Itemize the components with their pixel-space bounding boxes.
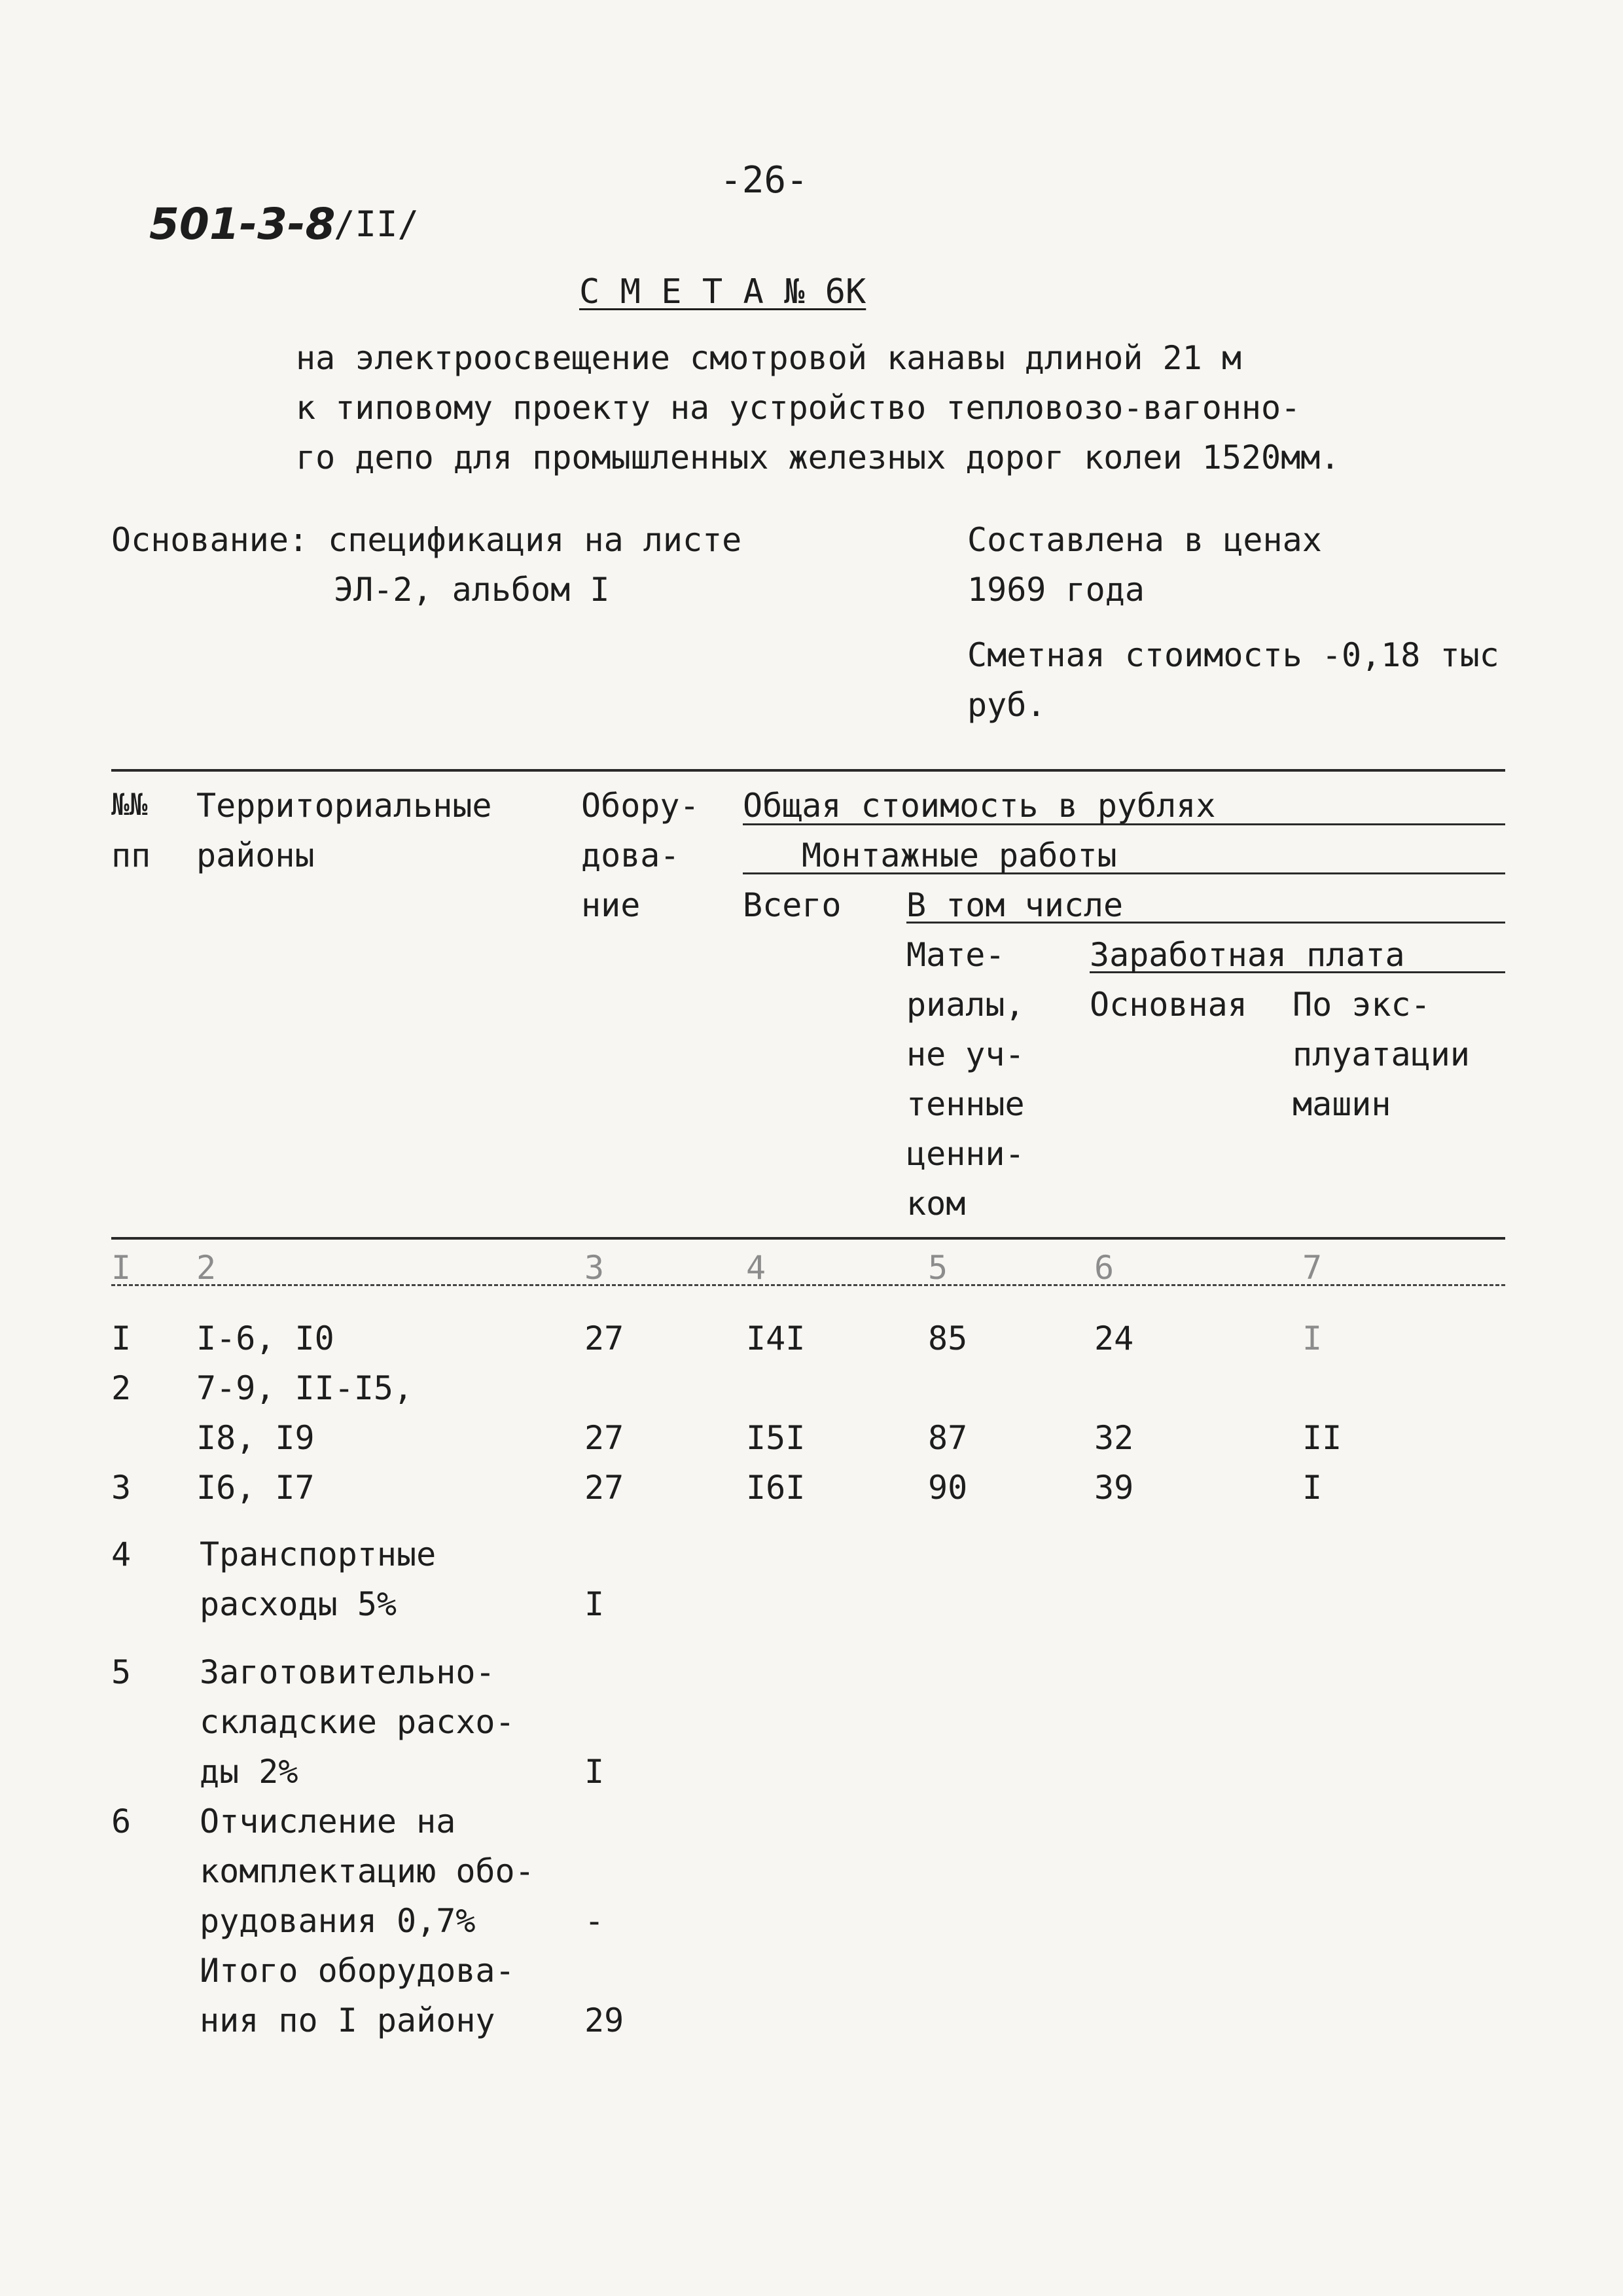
column-number-5: 5 bbox=[928, 1249, 948, 1287]
row-4-number: 4 bbox=[111, 1535, 132, 1573]
header-equipment-line-1: Обору- bbox=[581, 787, 700, 825]
column-number-3: 3 bbox=[584, 1249, 605, 1287]
row-2-equipment: 27 bbox=[584, 1419, 624, 1457]
column-number-7: 7 bbox=[1302, 1249, 1323, 1287]
header-equipment-line-2: дова- bbox=[581, 836, 680, 874]
header-installation: Монтажные работы bbox=[802, 836, 1117, 874]
subtitle-line-1: на электроосвещение смотровой канавы длиной 21 м bbox=[296, 339, 1241, 377]
header-operation-line-3: машин bbox=[1293, 1085, 1391, 1123]
row-6-label-line-3: рудования 0,7% bbox=[200, 1902, 476, 1940]
row-4-label-line-1: Транспортные bbox=[200, 1535, 437, 1573]
header-all: Всего bbox=[743, 886, 842, 924]
document-code: 501-3-8 bbox=[149, 199, 336, 249]
row-3-operation: I bbox=[1302, 1469, 1323, 1507]
row-3-basic: 39 bbox=[1094, 1469, 1134, 1507]
pricing-line-1: Составлена в ценах bbox=[967, 521, 1322, 559]
row-5-equipment: I bbox=[584, 1753, 605, 1791]
column-number-6: 6 bbox=[1094, 1249, 1115, 1287]
header-regions-line-2: районы bbox=[196, 836, 315, 874]
row-1-equipment: 27 bbox=[584, 1319, 624, 1357]
row-5-label-line-3: ды 2% bbox=[200, 1753, 298, 1791]
header-including: В том числе bbox=[906, 886, 1124, 924]
row-3-materials: 90 bbox=[928, 1469, 968, 1507]
header-equipment-line-3: ние bbox=[581, 886, 641, 924]
total-equipment: 29 bbox=[584, 2001, 624, 2039]
row-5-label-line-1: Заготовительно- bbox=[200, 1653, 495, 1691]
page-number: -26- bbox=[720, 159, 808, 202]
row-1-basic: 24 bbox=[1094, 1319, 1134, 1357]
row-3-region: I6, I7 bbox=[196, 1469, 315, 1507]
row-3-equipment: 27 bbox=[584, 1469, 624, 1507]
column-number-2: 2 bbox=[196, 1249, 217, 1287]
row-5-label-line-2: складские расхо- bbox=[200, 1703, 515, 1741]
table-top-rule bbox=[111, 769, 1505, 772]
header-materials-line-5: ценни- bbox=[906, 1135, 1025, 1173]
pricing-line-2: 1969 года bbox=[967, 571, 1145, 609]
row-1-region: I-6, I0 bbox=[196, 1319, 334, 1357]
header-operation-line-2: плуатации bbox=[1293, 1035, 1470, 1073]
row-2-materials: 87 bbox=[928, 1419, 968, 1457]
row-2-region-line-1: 7-9, II-I5, bbox=[196, 1369, 414, 1407]
header-materials-line-6: ком bbox=[906, 1185, 966, 1223]
row-4-label-line-2: расходы 5% bbox=[200, 1585, 397, 1623]
row-6-number: 6 bbox=[111, 1803, 132, 1840]
column-number-4: 4 bbox=[746, 1249, 766, 1287]
row-1-materials: 85 bbox=[928, 1319, 968, 1357]
row-1-operation: I bbox=[1302, 1319, 1323, 1357]
column-numbers-rule bbox=[111, 1284, 1505, 1286]
total-label-line-1: Итого оборудова- bbox=[200, 1952, 515, 1990]
header-materials-line-3: не уч- bbox=[906, 1035, 1025, 1073]
row-4-equipment: I bbox=[584, 1585, 605, 1623]
document-title: С М Е Т А № 6К bbox=[579, 272, 866, 312]
header-bottom-rule bbox=[111, 1237, 1505, 1240]
header-wages: Заработная плата bbox=[1090, 936, 1405, 974]
header-materials-line-4: тенные bbox=[906, 1085, 1025, 1123]
header-num-line-2: пп bbox=[111, 836, 151, 874]
row-1-number: I bbox=[111, 1319, 132, 1357]
row-6-equipment: - bbox=[584, 1902, 605, 1940]
row-1-all: I4I bbox=[746, 1319, 806, 1357]
basis-line-2: ЭЛ-2, альбом I bbox=[334, 571, 610, 609]
total-label-line-2: ния по I району bbox=[200, 2001, 495, 2039]
subtitle-line-3: го депо для промышленных железных дорог колеи 1520мм. bbox=[296, 439, 1340, 476]
header-num-line-1: №№ bbox=[111, 787, 148, 822]
column-number-1: I bbox=[111, 1249, 132, 1287]
row-2-operation: II bbox=[1302, 1419, 1342, 1457]
header-basic: Основная bbox=[1090, 986, 1247, 1024]
row-3-number: 3 bbox=[111, 1469, 132, 1507]
cost-line-1: Сметная стоимость -0,18 тыс bbox=[967, 636, 1499, 674]
header-regions-line-1: Территориальные bbox=[196, 787, 492, 825]
document-code-suffix: /II/ bbox=[334, 204, 419, 245]
row-5-number: 5 bbox=[111, 1653, 132, 1691]
row-2-basic: 32 bbox=[1094, 1419, 1134, 1457]
header-materials-line-2: риалы, bbox=[906, 986, 1025, 1024]
basis-line-1: Основание: спецификация на листе bbox=[111, 521, 742, 559]
header-materials-line-1: Мате- bbox=[906, 936, 1005, 974]
row-6-label-line-2: комплектацию обо- bbox=[200, 1852, 535, 1890]
header-total-cost: Общая стоимость в рублях bbox=[743, 787, 1216, 825]
cost-line-2: руб. bbox=[967, 686, 1046, 724]
row-3-all: I6I bbox=[746, 1469, 806, 1507]
row-2-all: I5I bbox=[746, 1419, 806, 1457]
subtitle-line-2: к типовому проекту на устройство тепловозо-вагонно- bbox=[296, 389, 1301, 427]
row-6-label-line-1: Отчисление на bbox=[200, 1803, 456, 1840]
row-2-region-line-2: I8, I9 bbox=[196, 1419, 315, 1457]
row-2-number: 2 bbox=[111, 1369, 132, 1407]
header-operation-line-1: По экс- bbox=[1293, 986, 1431, 1024]
